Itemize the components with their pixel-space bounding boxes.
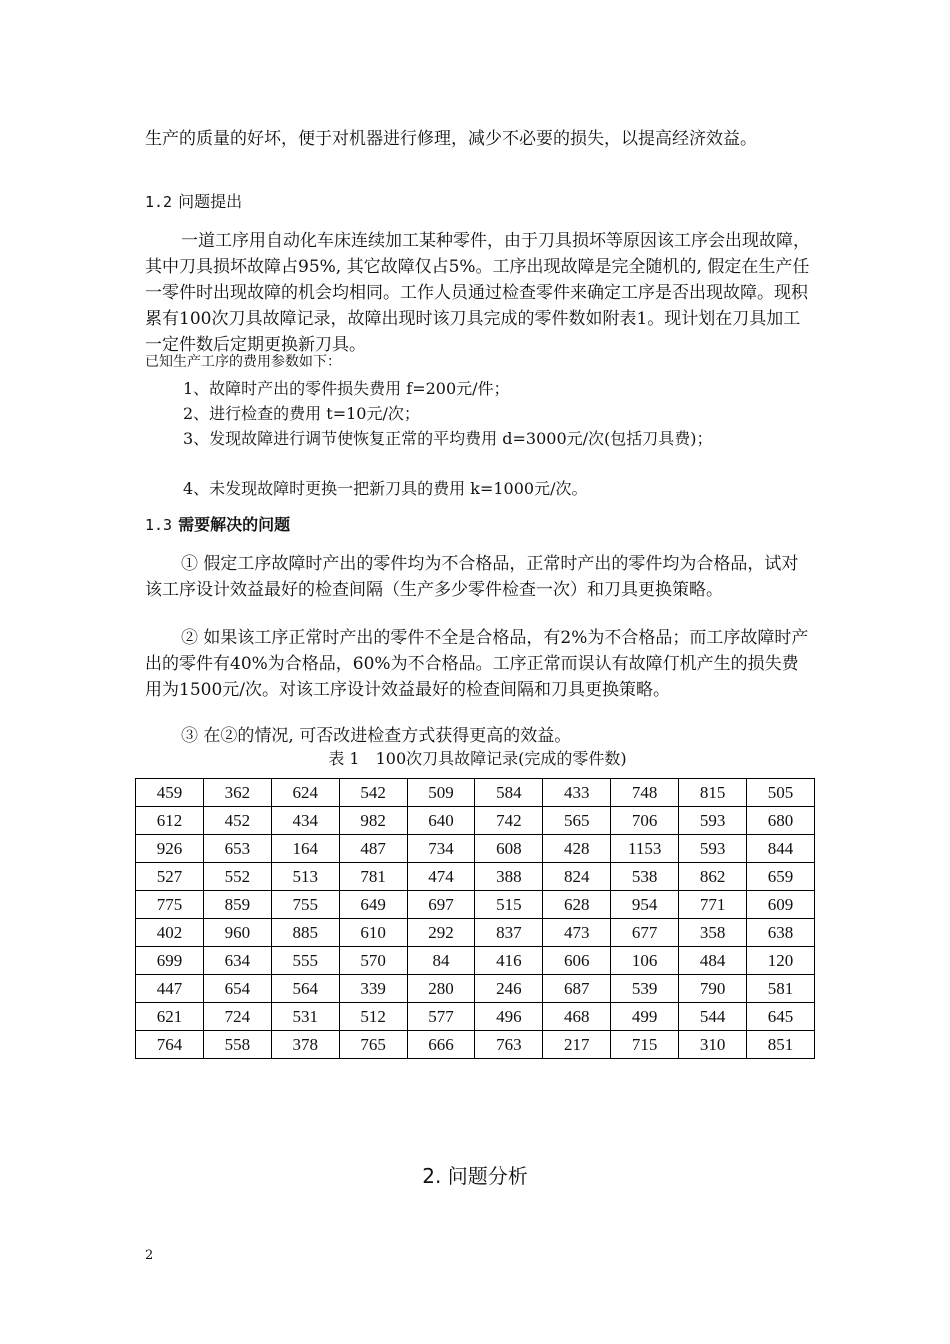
param-item-4: 4、未发现故障时更换一把新刀具的费用 k=1000元/次。 (183, 479, 588, 498)
table-row (136, 779, 815, 807)
table-cell: 837 (475, 919, 543, 947)
table-cell: 164 (271, 835, 339, 863)
table-cell: 677 (611, 919, 679, 947)
table-cell: 539 (611, 975, 679, 1003)
table-cell: 358 (679, 919, 747, 947)
table-cell: 982 (339, 807, 407, 835)
table-cell: 862 (679, 863, 747, 891)
table-cell: 734 (407, 835, 475, 863)
table-cell: 680 (747, 807, 815, 835)
table-row (136, 891, 815, 919)
table-cell: 960 (203, 919, 271, 947)
table-cell: 459 (136, 779, 204, 807)
table-cell: 565 (543, 807, 611, 835)
table-cell: 447 (136, 975, 204, 1003)
table-cell: 280 (407, 975, 475, 1003)
table-cell: 564 (271, 975, 339, 1003)
table-cell: 1153 (611, 835, 679, 863)
table-cell: 542 (339, 779, 407, 807)
table-cell: 666 (407, 1031, 475, 1059)
table-cell: 638 (747, 919, 815, 947)
table-cell: 378 (271, 1031, 339, 1059)
table-cell: 859 (203, 891, 271, 919)
table-cell: 687 (543, 975, 611, 1003)
table-cell: 531 (271, 1003, 339, 1031)
table-row (136, 919, 815, 947)
table-cell: 775 (136, 891, 204, 919)
table-caption: 表 1 100次刀具故障记录(完成的零件数) (328, 749, 627, 768)
table-cell: 487 (339, 835, 407, 863)
table-cell: 552 (203, 863, 271, 891)
table-cell: 581 (747, 975, 815, 1003)
table-cell: 815 (679, 779, 747, 807)
table-cell: 654 (203, 975, 271, 1003)
table-cell: 609 (747, 891, 815, 919)
table-cell: 653 (203, 835, 271, 863)
table-cell: 624 (271, 779, 339, 807)
table-cell: 474 (407, 863, 475, 891)
table-cell: 645 (747, 1003, 815, 1031)
table-cell: 120 (747, 947, 815, 975)
table-cell: 339 (339, 975, 407, 1003)
table-cell: 505 (747, 779, 815, 807)
table-cell: 781 (339, 863, 407, 891)
table-cell: 468 (543, 1003, 611, 1031)
table-cell: 577 (407, 1003, 475, 1031)
table-cell: 612 (136, 807, 204, 835)
table-cell: 388 (475, 863, 543, 891)
table-cell: 434 (271, 807, 339, 835)
table-row (136, 1031, 815, 1059)
table-cell: 452 (203, 807, 271, 835)
table-cell: 499 (611, 1003, 679, 1031)
table-cell: 954 (611, 891, 679, 919)
table-cell: 851 (747, 1031, 815, 1059)
table-cell: 555 (271, 947, 339, 975)
section-title: 需要解决的问题 (178, 515, 291, 534)
table-cell: 473 (543, 919, 611, 947)
table-cell: 715 (611, 1031, 679, 1059)
table-cell: 610 (339, 919, 407, 947)
table-cell: 496 (475, 1003, 543, 1031)
table-cell: 584 (475, 779, 543, 807)
table-cell: 659 (747, 863, 815, 891)
table-cell: 634 (203, 947, 271, 975)
table-cell: 790 (679, 975, 747, 1003)
table-cell: 706 (611, 807, 679, 835)
table-cell: 926 (136, 835, 204, 863)
table-cell: 558 (203, 1031, 271, 1059)
table-row (136, 863, 815, 891)
table-cell: 824 (543, 863, 611, 891)
question-3: ③ 在②的情况, 可否改进检查方式获得更高的效益。 (181, 726, 572, 746)
table-cell: 428 (543, 835, 611, 863)
table-cell: 217 (543, 1031, 611, 1059)
params-intro: 已知生产工序的费用参数如下： (145, 354, 341, 370)
section-1-2-heading (145, 190, 242, 214)
table-cell: 649 (339, 891, 407, 919)
table-cell: 570 (339, 947, 407, 975)
table-cell: 416 (475, 947, 543, 975)
table-cell: 362 (203, 779, 271, 807)
table-cell: 310 (679, 1031, 747, 1059)
table-cell: 509 (407, 779, 475, 807)
table-cell: 844 (747, 835, 815, 863)
table-cell: 771 (679, 891, 747, 919)
table-cell: 484 (679, 947, 747, 975)
table-row (136, 835, 815, 863)
section-1-3-heading (145, 513, 290, 537)
intro-paragraph: 生产的质量的好坏，便于对机器进行修理，减少不必要的损失，以提高经济效益。 (145, 129, 757, 149)
question-2: ② 如果该工序正常时产出的零件不全是合格品，有2%为不合格品；而工序故障时产出的零件有40%为合格品，60%为不合格品。工序正常而误认有故障仃机产生的损失费用为1500元/次。对该工序设计效益最好的检查间隔和刀具更换策略。 (145, 628, 809, 700)
table-cell: 755 (271, 891, 339, 919)
table-cell: 699 (136, 947, 204, 975)
table-cell: 608 (475, 835, 543, 863)
table-cell: 433 (543, 779, 611, 807)
table-cell: 402 (136, 919, 204, 947)
table-cell: 628 (543, 891, 611, 919)
table-cell: 724 (203, 1003, 271, 1031)
table-cell: 544 (679, 1003, 747, 1031)
table-cell: 765 (339, 1031, 407, 1059)
question-1: ① 假定工序故障时产出的零件均为不合格品，正常时产出的零件均为合格品，试对该工序设计效益最好的检查间隔（生产多少零件检查一次）和刀具更换策略。 (145, 554, 799, 600)
table-cell: 748 (611, 779, 679, 807)
table-cell: 84 (407, 947, 475, 975)
param-item-2: 2、进行检查的费用 t=10元/次； (183, 404, 420, 423)
table-cell: 515 (475, 891, 543, 919)
section-number: 1.3 (145, 516, 173, 534)
table-cell: 512 (339, 1003, 407, 1031)
table-cell: 606 (543, 947, 611, 975)
section-2-heading: 2. 问题分析 (422, 1164, 528, 1188)
param-item-1: 1、故障时产出的零件损失费用 f=200元/件； (183, 379, 510, 398)
table-cell: 742 (475, 807, 543, 835)
table-cell: 246 (475, 975, 543, 1003)
section-title: 问题提出 (178, 192, 243, 211)
param-item-3: 3、发现故障进行调节使恢复正常的平均费用 d=3000元/次(包括刀具费)； (183, 429, 713, 448)
table-cell: 538 (611, 863, 679, 891)
table-cell: 621 (136, 1003, 204, 1031)
table-cell: 106 (611, 947, 679, 975)
table-cell: 593 (679, 835, 747, 863)
table-row (136, 975, 815, 1003)
page-number: 2 (145, 1248, 154, 1263)
table-row (136, 1003, 815, 1031)
table-cell: 697 (407, 891, 475, 919)
failure-records-table (135, 778, 815, 1059)
table-cell: 292 (407, 919, 475, 947)
section-number: 1.2 (145, 193, 173, 211)
table-cell: 593 (679, 807, 747, 835)
table-row (136, 947, 815, 975)
table-cell: 527 (136, 863, 204, 891)
table-cell: 885 (271, 919, 339, 947)
table-cell: 513 (271, 863, 339, 891)
table-cell: 764 (136, 1031, 204, 1059)
table-cell: 640 (407, 807, 475, 835)
problem-paragraph: 一道工序用自动化车床连续加工某种零件，由于刀具损坏等原因该工序会出现故障，其中刀具损坏故障占95%, 其它故障仅占5%。工序出现故障是完全随机的, 假定在生产任一零件时出现故障的机会均相同。工作人员通过检查零件来确定工序是否出现故障。现积累有100次刀具故障记录，故障出现时该刀具完成的零件数如附表1。现计划在刀具加工一定件数后定期更换新刀具。 (145, 231, 810, 355)
table-row (136, 807, 815, 835)
table-cell: 763 (475, 1031, 543, 1059)
